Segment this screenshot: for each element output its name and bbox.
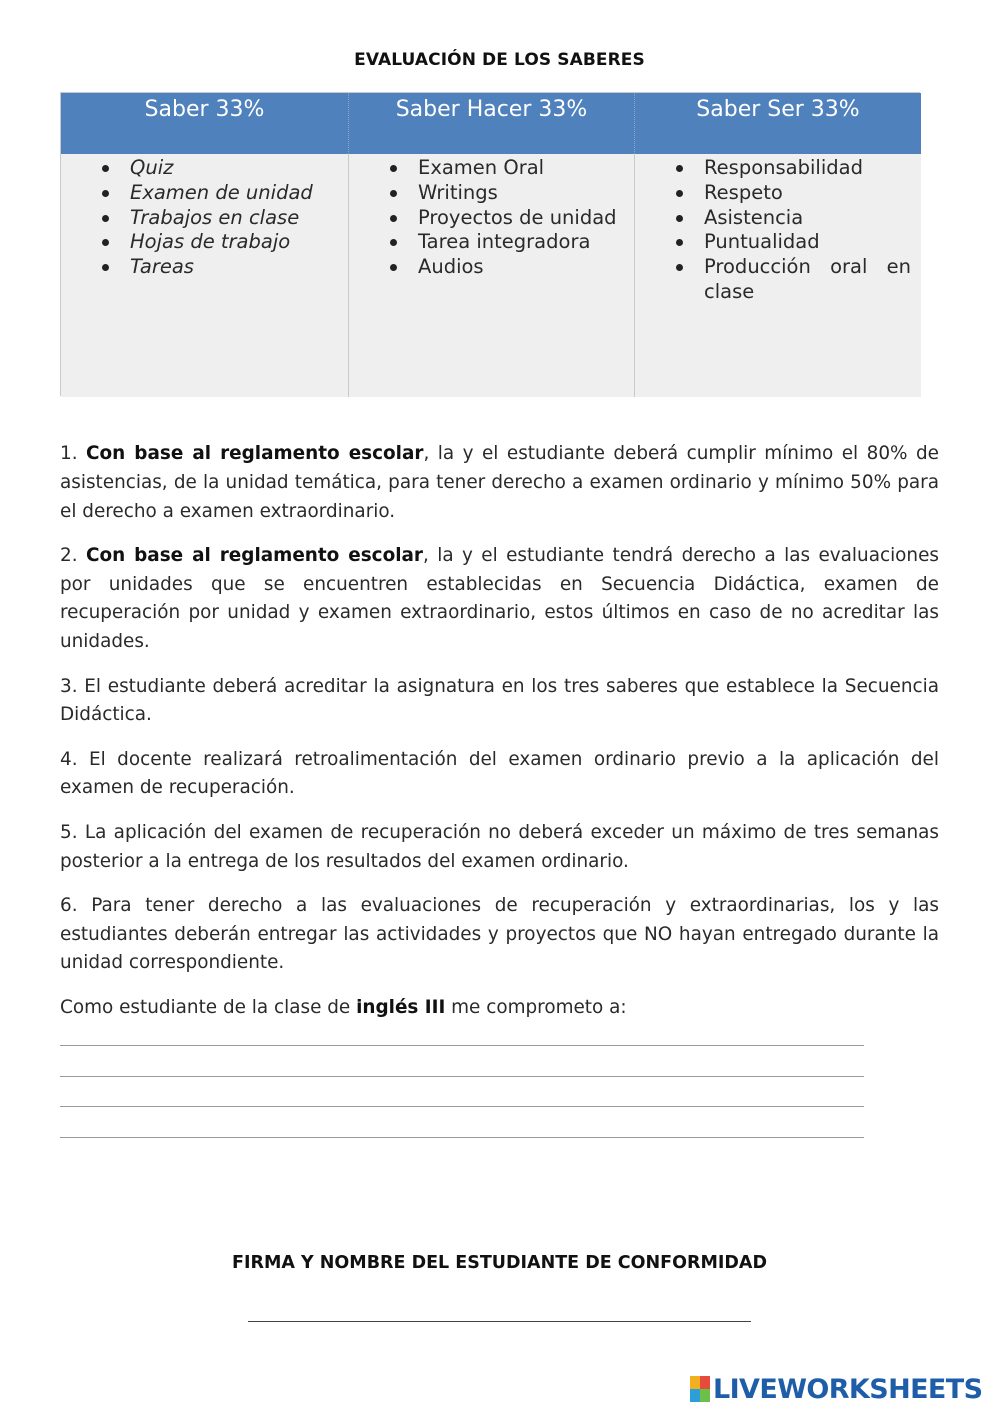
list-item: Examen de unidad [101, 181, 338, 206]
signature-line[interactable] [248, 1321, 751, 1322]
answer-line[interactable] [60, 1045, 864, 1046]
rules-section [60, 440, 939, 1038]
list-item: Quiz [101, 156, 338, 181]
rule-paragraph: 3. El estudiante deberá acreditar la asignatura en los tres saberes que establece la Secuencia Didáctica. [60, 675, 939, 726]
commitment-statement: Como estudiante de la clase de inglés III me comprometo a: [60, 996, 627, 1018]
rule-paragraph: 6. Para tener derecho a las evaluaciones de recuperación y extraordinarias, los y las estudiantes deberán entregar las actividades y proyectos que NO hayan entregado durante la unidad correspondiente. [60, 894, 939, 974]
list-item: Asistencia [675, 206, 911, 231]
header-saber: Saber 33% [61, 93, 348, 154]
rule-paragraph: 5. La aplicación del examen de recuperación no deberá exceder un máximo de tres semanas posterior a la entrega de los resultados del examen ordinario. [60, 821, 939, 872]
list-item: Tarea integradora [389, 230, 624, 255]
list-item: Writings [389, 181, 624, 206]
column-saber [61, 154, 348, 397]
answer-line[interactable] [60, 1106, 864, 1107]
list-item: Puntualidad [675, 230, 911, 255]
rule-paragraph: 4. El docente realizará retroalimentación del examen ordinario previo a la aplicación del examen de recuperación. [60, 748, 939, 799]
list-item: Tareas [101, 255, 338, 280]
saberes-table [60, 92, 920, 396]
list-item: Respeto [675, 181, 911, 206]
list-item: Proyectos de unidad [389, 206, 624, 231]
answer-line[interactable] [60, 1076, 864, 1077]
column-saber-ser [634, 154, 921, 397]
list-item: Examen Oral [389, 156, 624, 181]
column-saber-hacer [348, 154, 634, 397]
list-item: Audios [389, 255, 624, 280]
rule-paragraph: 2. Con base al reglamento escolar, la y el estudiante tendrá derecho a las evaluaciones por unidades que se encuentren establecidas en Secuencia Didáctica, examen de recuperación por unidad y examen extraordinario, estos últimos en caso de no acreditar las unidades. [60, 544, 939, 653]
signature-title: FIRMA Y NOMBRE DEL ESTUDIANTE DE CONFORMIDAD [232, 1253, 767, 1273]
header-saber-hacer: Saber Hacer 33% [348, 93, 634, 154]
liveworksheets-logo-icon [690, 1376, 710, 1402]
liveworksheets-logo [690, 1372, 990, 1406]
rule-paragraph: 1. Con base al reglamento escolar, la y el estudiante deberá cumplir mínimo el 80% de asistencias, de la unidad temática, para tener derecho a examen ordinario y mínimo 50% para el derecho a examen extraordinario. [60, 443, 939, 522]
answer-line[interactable] [60, 1137, 864, 1138]
document-title: EVALUACIÓN DE LOS SABERES [354, 50, 645, 70]
list-item: Producción oral en clase [675, 255, 911, 305]
header-saber-ser: Saber Ser 33% [634, 93, 921, 154]
list-item: Hojas de trabajo [101, 230, 338, 255]
list-item: Responsabilidad [675, 156, 911, 181]
list-item: Trabajos en clase [101, 206, 338, 231]
brand-name: LIVEWORKSHEETS [713, 1373, 983, 1405]
